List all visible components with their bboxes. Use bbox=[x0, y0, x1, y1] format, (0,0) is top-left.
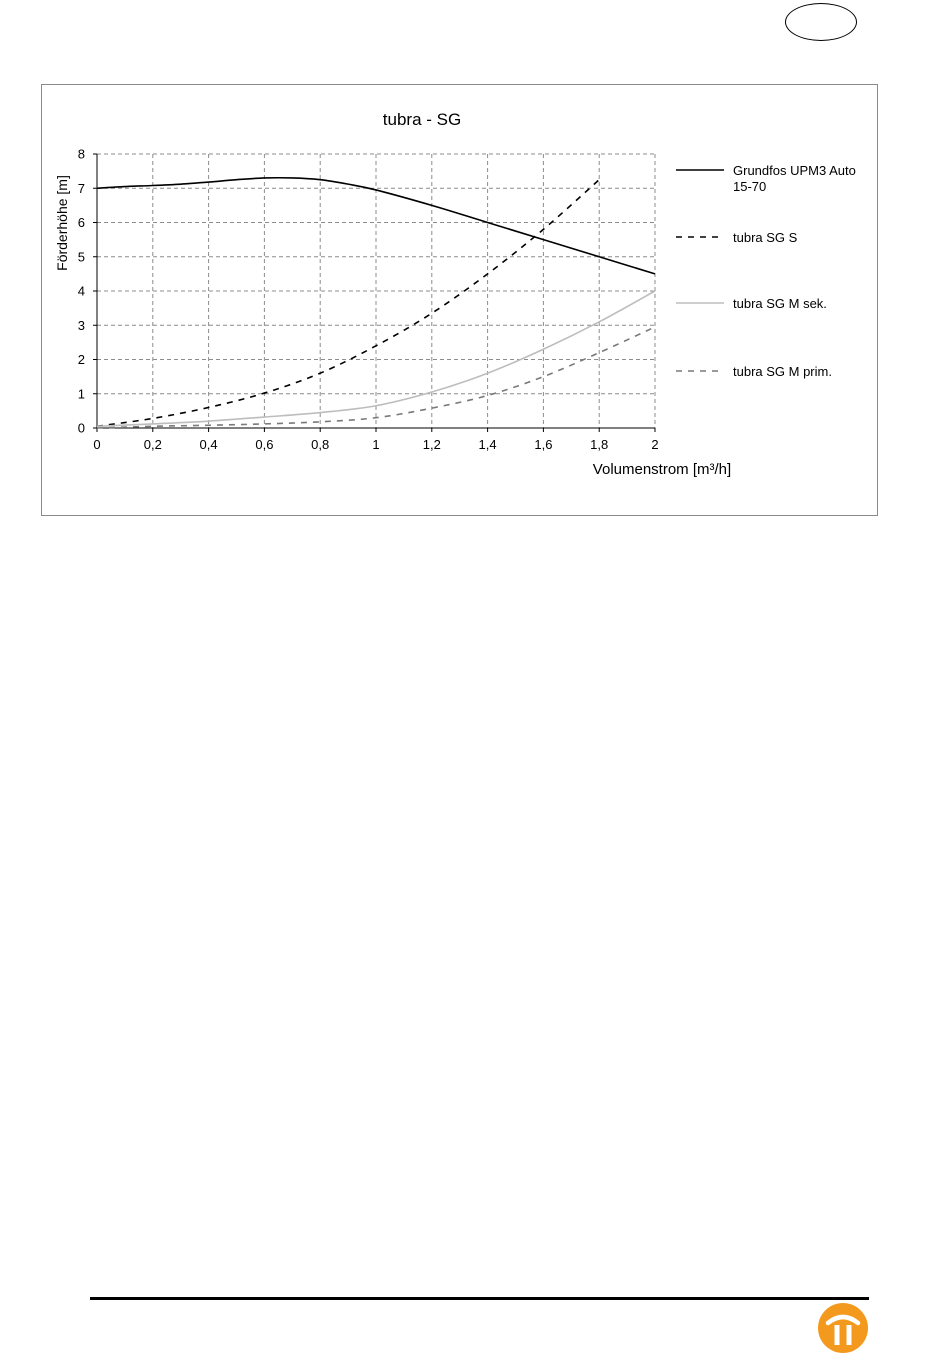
y-tick-label: 7 bbox=[77, 180, 85, 196]
x-tick-label: 0,4 bbox=[199, 437, 218, 452]
y-tick-label: 4 bbox=[77, 283, 85, 299]
x-tick-label: 0,8 bbox=[311, 437, 330, 452]
y-tick-label: 8 bbox=[77, 146, 85, 162]
x-tick-label: 1,2 bbox=[422, 437, 441, 452]
chart-frame bbox=[41, 84, 878, 516]
x-tick-label: 1 bbox=[372, 437, 380, 452]
x-tick-label: 1,8 bbox=[590, 437, 609, 452]
x-axis-label: Volumenstrom [m³/h] bbox=[592, 461, 732, 478]
x-tick-label: 0,2 bbox=[143, 437, 162, 452]
legend bbox=[676, 163, 856, 379]
footer-rule bbox=[90, 1297, 869, 1300]
x-tick-label: 0,6 bbox=[255, 437, 274, 452]
company-logo bbox=[817, 1302, 869, 1354]
legend-label-2: tubra SG S bbox=[733, 230, 798, 245]
legend-label-4: tubra SG M prim. bbox=[733, 364, 832, 379]
y-tick-label: 3 bbox=[77, 317, 85, 333]
chart bbox=[42, 85, 879, 517]
x-tick-label: 1,6 bbox=[534, 437, 553, 452]
series-2-line bbox=[97, 180, 599, 427]
y-tick-label: 2 bbox=[77, 352, 85, 367]
y-axis-label: Förderhöhe [m] bbox=[54, 175, 70, 271]
y-tick-label: 5 bbox=[77, 249, 85, 265]
x-tick-label: 0 bbox=[93, 437, 101, 452]
axes bbox=[78, 147, 659, 453]
legend-label-1: Grundfos UPM3 Auto 15-70 bbox=[733, 163, 856, 194]
grid bbox=[97, 154, 655, 428]
y-tick-label: 6 bbox=[77, 215, 85, 230]
page-marker-oval bbox=[785, 3, 857, 41]
x-tick-label: 1,4 bbox=[478, 437, 497, 452]
y-tick-label: 0 bbox=[77, 420, 85, 436]
x-tick-label: 2 bbox=[651, 437, 659, 452]
chart-title: tubra - SG bbox=[382, 110, 462, 129]
legend-label-3: tubra SG M sek. bbox=[733, 296, 827, 311]
y-tick-label: 1 bbox=[77, 386, 85, 402]
